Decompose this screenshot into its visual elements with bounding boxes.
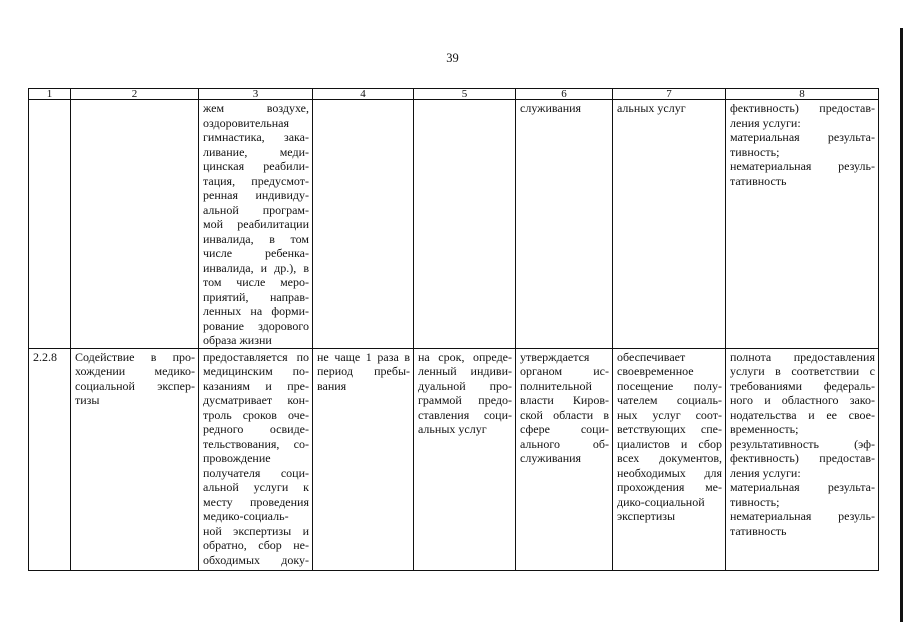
- text-line: медицинским по-: [203, 364, 309, 378]
- text-line: служивания: [520, 101, 582, 115]
- text-line: ленный индиви-: [418, 364, 512, 378]
- cell-paragraph: [520, 350, 609, 466]
- text-line: обратно, сбор не-: [203, 538, 309, 552]
- text-line: ставления соци-: [418, 407, 512, 422]
- text-line: ливание, меди-: [203, 144, 309, 159]
- text-line: сфере соци-: [520, 422, 609, 436]
- text-line: инвалида, и др.), в: [203, 260, 309, 275]
- text-line: тивность;: [730, 144, 780, 159]
- text-line: приятий, направ-: [203, 289, 309, 304]
- cell-paragraph: [203, 101, 309, 348]
- table-body: [29, 100, 879, 571]
- cell-paragraph: [730, 350, 875, 437]
- text-line: ления услуги:: [730, 115, 801, 130]
- text-line: временность;: [730, 422, 799, 436]
- cell-paragraph: [730, 480, 875, 509]
- text-line: обходимых доку-: [203, 552, 309, 567]
- text-line: тация, предусмот-: [203, 173, 309, 188]
- table-cell: [199, 348, 313, 570]
- text-line: не чаще 1 раза в: [317, 349, 410, 364]
- text-line: числе ребенка-: [203, 246, 309, 260]
- text-line: материальная результа-: [730, 130, 875, 144]
- cell-paragraph: [730, 437, 875, 481]
- cell-paragraph: [730, 130, 875, 159]
- text-line: всех документов,: [617, 451, 722, 465]
- text-line: органом ис-: [520, 364, 609, 378]
- cell-paragraph: [617, 101, 722, 116]
- text-line: чателем социаль-: [617, 393, 722, 407]
- text-line: своевременное: [617, 364, 694, 378]
- text-line: материальная результа-: [730, 480, 875, 494]
- text-line: ской области в: [520, 407, 609, 422]
- cell-paragraph: [520, 101, 609, 116]
- column-number-2: 2: [71, 89, 199, 100]
- text-line: служивания: [520, 451, 582, 465]
- text-line: ления услуги:: [730, 465, 801, 480]
- table-cell: [726, 100, 879, 349]
- text-line: ного и областного зако-: [730, 393, 875, 407]
- table-row: [29, 348, 879, 570]
- cell-paragraph: [730, 509, 875, 538]
- text-line: хождении медико-: [75, 364, 195, 378]
- table-cell: [613, 348, 726, 570]
- text-line: троль сроков оче-: [203, 407, 309, 422]
- cell-paragraph: [730, 159, 875, 188]
- text-line: требованиями федераль-: [730, 378, 875, 393]
- text-line: обеспечивает: [617, 349, 686, 364]
- text-line: полнительной: [520, 378, 592, 393]
- text-line: альных услуг: [418, 422, 487, 436]
- table-cell: [199, 100, 313, 349]
- cell-paragraph: [617, 350, 722, 524]
- table-cell: [313, 100, 414, 349]
- table-cell: [414, 100, 516, 349]
- cell-paragraph: [203, 350, 309, 568]
- text-line: инвалида, в том: [203, 231, 309, 246]
- table-cell: [71, 100, 199, 349]
- column-number-8: 8: [726, 89, 879, 100]
- table-cell: [29, 348, 71, 570]
- cell-paragraph: [33, 350, 67, 365]
- text-line: дико-социальной: [617, 494, 705, 509]
- text-line: ального об-: [520, 436, 609, 451]
- table-cell: [313, 348, 414, 570]
- text-line: прохождения ме-: [617, 480, 722, 494]
- text-line: оздоровительная: [203, 115, 290, 130]
- text-line: нематериальная резуль-: [730, 509, 875, 523]
- text-line: получателя соци-: [203, 465, 309, 480]
- text-line: 2.2.8: [33, 349, 57, 364]
- text-line: том числе меро-: [203, 275, 309, 289]
- text-line: медико-социаль-: [203, 509, 289, 523]
- text-line: тивность;: [730, 494, 780, 509]
- text-line: ветствующих спе-: [617, 422, 722, 436]
- table-cell: [414, 348, 516, 570]
- cell-paragraph: [317, 350, 410, 394]
- text-line: фективность) предостав-: [730, 451, 875, 465]
- text-line: тативность: [730, 173, 787, 188]
- text-line: нодательства и ее свое-: [730, 407, 875, 422]
- text-line: посещение полу-: [617, 378, 722, 393]
- table-cell: [516, 100, 613, 349]
- text-line: Содействие в про-: [75, 349, 195, 364]
- text-line: рование здорового: [203, 318, 309, 333]
- text-line: экспертизы: [617, 509, 676, 523]
- text-line: цинская реабили-: [203, 159, 309, 173]
- cell-paragraph: [730, 101, 875, 130]
- text-line: месту проведения: [203, 494, 309, 509]
- text-line: нематериальная резуль-: [730, 159, 875, 173]
- text-line: фективность) предостав-: [730, 101, 875, 115]
- cell-paragraph: [418, 350, 512, 437]
- text-line: ных услуг соот-: [617, 407, 722, 422]
- table-header: [29, 89, 879, 100]
- text-line: услуги в соответствии с: [730, 364, 875, 378]
- table-cell: [29, 100, 71, 349]
- text-line: ленных на форми-: [203, 304, 309, 318]
- text-line: результативность (эф-: [730, 436, 875, 451]
- text-line: альной услуги к: [203, 480, 309, 494]
- text-line: дусматривает кон-: [203, 393, 309, 407]
- column-number-5: 5: [414, 89, 516, 100]
- text-line: дуальной про-: [418, 378, 512, 393]
- text-line: жем воздухе,: [203, 101, 309, 115]
- text-line: тативность: [730, 523, 787, 538]
- column-number-row: [29, 89, 879, 100]
- text-line: альной програм-: [203, 202, 309, 217]
- text-line: предоставляется по: [203, 349, 309, 364]
- text-line: ренная индивиду-: [203, 188, 309, 202]
- text-line: образа жизни: [203, 333, 272, 347]
- text-line: полнота предоставления: [730, 349, 875, 364]
- column-number-7: 7: [613, 89, 726, 100]
- services-table: [28, 88, 879, 571]
- table-row: [29, 100, 879, 349]
- table-cell: [71, 348, 199, 570]
- text-line: циалистов и сбор: [617, 436, 722, 451]
- text-line: на срок, опреде-: [418, 349, 512, 364]
- column-number-3: 3: [199, 89, 313, 100]
- text-line: казаниям и пре-: [203, 378, 309, 393]
- text-line: гимнастика, зака-: [203, 130, 309, 144]
- text-line: редного освиде-: [203, 422, 309, 436]
- text-line: тизы: [75, 393, 100, 407]
- text-line: ной экспертизы и: [203, 523, 309, 538]
- table-cell: [613, 100, 726, 349]
- page-number: 39: [446, 51, 459, 65]
- text-line: тельствования, со-: [203, 436, 309, 451]
- text-line: социальной экспер-: [75, 378, 195, 393]
- cell-paragraph: [75, 350, 195, 408]
- text-line: период пребы-: [317, 364, 410, 378]
- column-number-1: 1: [29, 89, 71, 100]
- text-line: мой реабилитации: [203, 217, 309, 231]
- column-number-4: 4: [313, 89, 414, 100]
- table-cell: [516, 348, 613, 570]
- column-number-6: 6: [516, 89, 613, 100]
- text-line: вания: [317, 378, 347, 393]
- text-line: провождение: [203, 451, 271, 465]
- scan-edge-line: [900, 28, 903, 622]
- text-line: граммой предо-: [418, 393, 512, 407]
- text-line: альных услуг: [617, 101, 686, 115]
- text-line: утверждается: [520, 349, 590, 364]
- text-line: необходимых для: [617, 465, 722, 480]
- text-line: власти Киров-: [520, 393, 609, 407]
- table-cell: [726, 348, 879, 570]
